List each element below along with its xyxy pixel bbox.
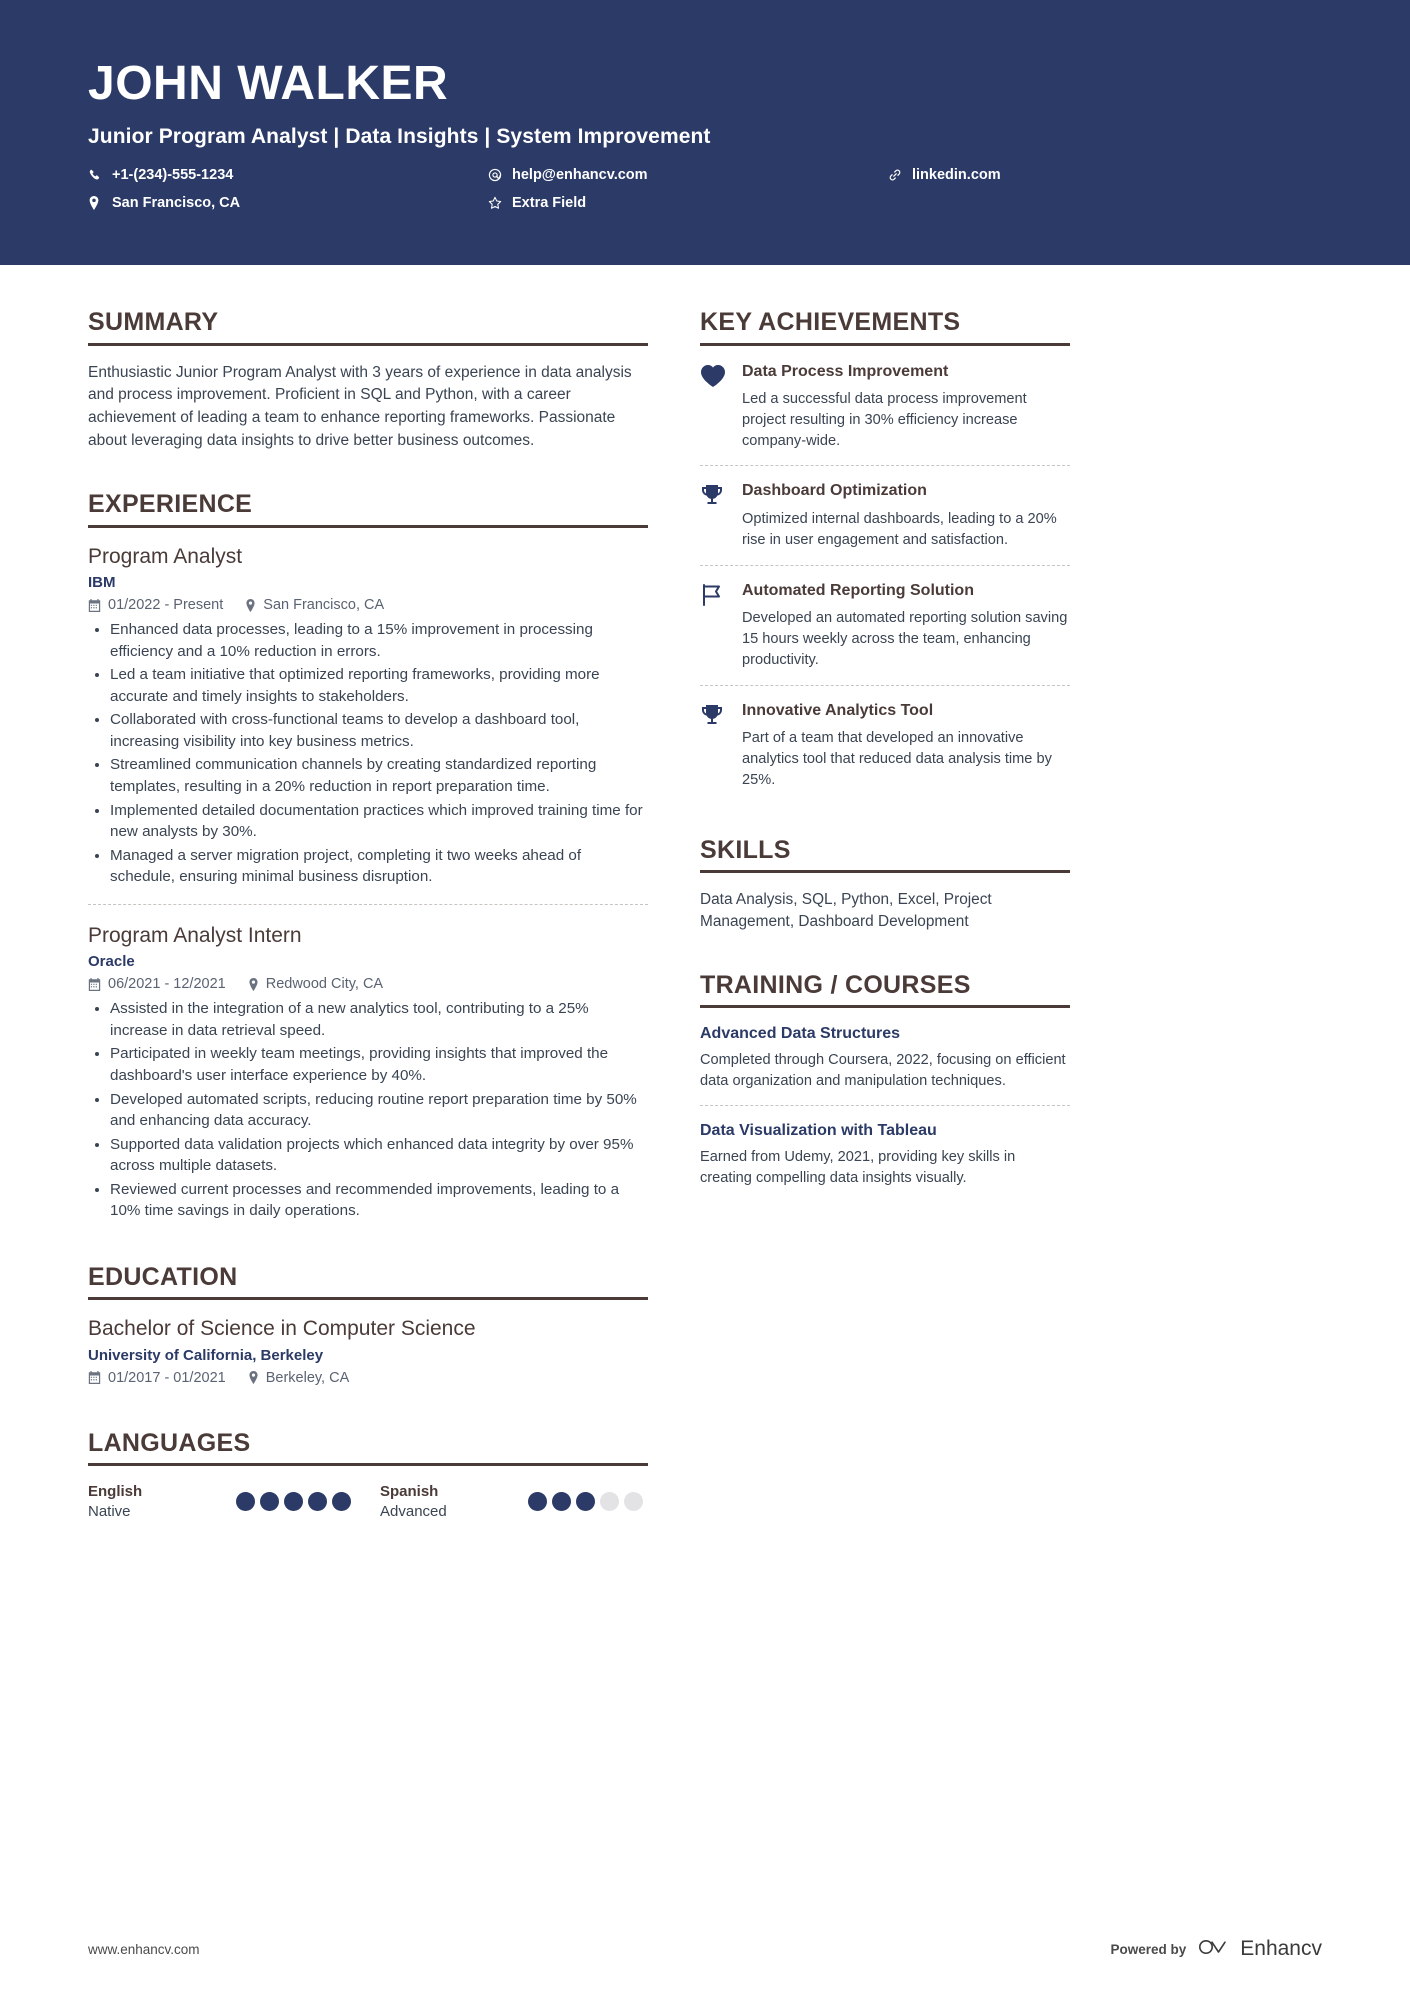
- job-bullets: [88, 998, 648, 1222]
- list-item: Developed automated scripts, reducing routine report preparation time by 50% and enhancing data accuracy.: [88, 1089, 648, 1132]
- divider: [88, 343, 648, 346]
- education-dates-value: 01/2017 - 01/2021: [108, 1369, 226, 1386]
- list-item: Participated in weekly team meetings, providing insights that improved the dashboard's user interface experience by 40%.: [88, 1043, 648, 1086]
- job-bullets: [88, 619, 648, 888]
- degree-name: Bachelor of Science in Computer Science: [88, 1317, 476, 1341]
- job-location-value: Redwood City, CA: [265, 976, 384, 993]
- phone-icon: [88, 169, 108, 182]
- calendar-icon: [88, 978, 101, 991]
- language-level: Native: [88, 1502, 131, 1520]
- location-icon: [248, 1371, 259, 1384]
- job-location: [245, 597, 384, 613]
- job-dates-value: 01/2022 - Present: [108, 597, 224, 613]
- contact-location-value: San Francisco, CA: [112, 195, 241, 212]
- rating-dot: [236, 1492, 255, 1511]
- section-experience-title: EXPERIENCE: [88, 490, 253, 519]
- language-labels: [88, 1482, 236, 1521]
- rating-dot: [528, 1492, 547, 1511]
- achievement-title: Data Process Improvement: [742, 362, 949, 380]
- section-education-title: EDUCATION: [88, 1262, 238, 1291]
- section-achievements: [700, 309, 1070, 805]
- contact-link-value: linkedin.com: [912, 167, 1001, 184]
- training-item: [700, 1024, 1070, 1105]
- education-dates: [88, 1370, 226, 1386]
- contact-extra[interactable]: [488, 195, 888, 211]
- section-skills-title: SKILLS: [700, 835, 791, 864]
- achievement-desc: Led a successful data process improvement project resulting in 30% efficiency increase company-wide.: [742, 391, 1027, 449]
- job-location: [248, 976, 383, 992]
- training-title: Data Visualization with Tableau: [700, 1122, 937, 1140]
- section-summary-title: SUMMARY: [88, 308, 219, 336]
- education-entry: [88, 1316, 648, 1385]
- section-summary: [88, 309, 648, 453]
- achievement-body: [742, 581, 1070, 671]
- link-icon: [888, 168, 908, 182]
- company-name: Oracle: [88, 953, 135, 971]
- section-training: [700, 972, 1070, 1203]
- rating-dot: [332, 1492, 351, 1511]
- star-icon: [488, 196, 508, 210]
- job-meta: [88, 976, 648, 992]
- skills-text: Data Analysis, SQL, Python, Excel, Project Management, Dashboard Development: [700, 891, 992, 931]
- language-name: Spanish: [380, 1483, 439, 1501]
- language-item-spanish: [380, 1482, 672, 1521]
- school-name: University of California, Berkeley: [88, 1346, 324, 1364]
- headline: Junior Program Analyst | Data Insights | System Improvement: [88, 125, 711, 148]
- list-item: Supported data validation projects which enhanced data integrity by over 95% across multiple datasets.: [88, 1134, 648, 1177]
- contact-location[interactable]: [88, 195, 488, 211]
- achievement-item: [700, 685, 1070, 805]
- divider: [88, 1463, 648, 1466]
- achievement-desc: Part of a team that developed an innovative analytics tool that reduced data analysis time by 25%.: [742, 730, 1052, 788]
- achievement-title: Automated Reporting Solution: [742, 581, 974, 599]
- training-title: Advanced Data Structures: [700, 1025, 901, 1043]
- location-icon: [88, 196, 108, 210]
- spacer: [700, 805, 1070, 837]
- list-item: Managed a server migration project, completing it two weeks ahead of schedule, ensuring minimal business disruption.: [88, 845, 648, 888]
- page-title: JOHN WALKER: [88, 57, 449, 110]
- list-item: Collaborated with cross-functional teams to develop a dashboard tool, increasing visibility into key business metrics.: [88, 709, 648, 752]
- job-location-value: San Francisco, CA: [263, 597, 385, 613]
- language-list: [88, 1482, 648, 1521]
- section-skills: [700, 837, 1070, 934]
- spacer: [88, 1238, 648, 1264]
- job-meta: [88, 597, 648, 613]
- calendar-icon: [88, 1371, 101, 1384]
- contact-list: [88, 167, 1322, 211]
- footer-brand-area: [1110, 1936, 1322, 1963]
- language-rating-english: [236, 1492, 351, 1511]
- list-item: Implemented detailed documentation practices which improved training time for new analysts by 30%.: [88, 800, 648, 843]
- summary-text: Enthusiastic Junior Program Analyst with 3 years of experience in data analysis and process improvement. Proficient in SQL and Python, with a career achievement of leading a team to enhance reporting frameworks. Passionate about leveraging data insights to drive better business outcomes.: [88, 363, 632, 450]
- job-title: Program Analyst: [88, 544, 243, 568]
- enhancv-logo-icon: [1198, 1936, 1232, 1963]
- rating-dot: [260, 1492, 279, 1511]
- spacer: [700, 934, 1070, 972]
- rating-dot: [308, 1492, 327, 1511]
- section-languages: [88, 1430, 648, 1522]
- achievement-body: [742, 701, 1070, 791]
- contact-phone[interactable]: [88, 167, 488, 183]
- job-title: Program Analyst Intern: [88, 923, 302, 947]
- divider: [700, 870, 1070, 873]
- language-name: English: [88, 1483, 143, 1501]
- divider: [88, 1297, 648, 1300]
- location-icon: [245, 599, 256, 612]
- contact-email-value: help@enhancv.com: [512, 167, 648, 184]
- achievement-body: [742, 481, 1070, 550]
- company-name: IBM: [88, 574, 116, 591]
- rating-dot: [284, 1492, 303, 1511]
- email-icon: [488, 168, 508, 182]
- flag-icon: [700, 581, 742, 671]
- language-item-english: [88, 1482, 380, 1521]
- rating-dot: [576, 1492, 595, 1511]
- language-level: Advanced: [380, 1502, 447, 1520]
- resume-footer: [0, 1903, 1410, 1995]
- list-item: Assisted in the integration of a new analytics tool, contributing to a 25% increase in data retrieval speed.: [88, 998, 648, 1041]
- resume-body: [0, 265, 1410, 1521]
- experience-entry: [88, 904, 648, 1238]
- achievement-title: Dashboard Optimization: [742, 482, 927, 500]
- trophy-icon: [700, 481, 742, 550]
- achievement-item: [700, 465, 1070, 564]
- education-location: [248, 1370, 350, 1386]
- contact-extra-value: Extra Field: [512, 195, 587, 212]
- brand-name: Enhancv: [1240, 1937, 1322, 1960]
- job-dates-value: 06/2021 - 12/2021: [108, 976, 226, 993]
- training-desc: Completed through Coursera, 2022, focusing on efficient data organization and manipulation techniques.: [700, 1052, 1066, 1089]
- achievement-item: [700, 565, 1070, 685]
- spacer: [88, 1392, 648, 1430]
- language-rating-spanish: [528, 1492, 643, 1511]
- trophy-icon: [700, 701, 742, 791]
- education-location-value: Berkeley, CA: [265, 1369, 350, 1386]
- job-dates: [88, 976, 226, 992]
- list-item: Reviewed current processes and recommended improvements, leading to a 10% time savings in daily operations.: [88, 1179, 648, 1222]
- brand: [1198, 1936, 1322, 1963]
- list-item: Streamlined communication channels by creating standardized reporting templates, resulting in a 20% reduction in report preparation time.: [88, 754, 648, 797]
- achievement-item: [700, 362, 1070, 466]
- achievement-desc: Optimized internal dashboards, leading to a 20% rise in user engagement and satisfaction.: [742, 511, 1057, 548]
- list-item: Enhanced data processes, leading to a 15% improvement in processing efficiency and a 10% reduction in errors.: [88, 619, 648, 662]
- job-dates: [88, 597, 223, 613]
- achievement-desc: Developed an automated reporting solution saving 15 hours weekly across the team, enhancing productivity.: [742, 610, 1068, 668]
- contact-phone-value: +1-(234)-555-1234: [112, 167, 234, 184]
- achievement-body: [742, 362, 1070, 452]
- experience-entry: [88, 544, 648, 904]
- heart-icon: [700, 362, 742, 452]
- language-labels: [380, 1482, 528, 1521]
- right-column: [700, 309, 1070, 1521]
- left-column: [88, 309, 648, 1521]
- section-training-title: TRAINING / COURSES: [700, 970, 971, 999]
- rating-dot: [552, 1492, 571, 1511]
- contact-email[interactable]: [488, 167, 888, 183]
- rating-dot: [624, 1492, 643, 1511]
- achievement-title: Innovative Analytics Tool: [742, 701, 934, 719]
- training-desc: Earned from Udemy, 2021, providing key skills in creating compelling data insights visually.: [700, 1149, 1016, 1186]
- calendar-icon: [88, 599, 101, 612]
- footer-url[interactable]: www.enhancv.com: [88, 1941, 200, 1957]
- training-item: [700, 1105, 1070, 1202]
- contact-link[interactable]: [888, 167, 1322, 183]
- powered-by-label: Powered by: [1110, 1941, 1187, 1957]
- section-languages-title: LANGUAGES: [88, 1428, 251, 1457]
- education-meta: [88, 1370, 648, 1386]
- section-education: [88, 1264, 648, 1386]
- list-item: Led a team initiative that optimized reporting frameworks, providing more accurate and timely insights to stakeholders.: [88, 664, 648, 707]
- spacer: [88, 453, 648, 491]
- section-experience: [88, 491, 648, 1238]
- rating-dot: [600, 1492, 619, 1511]
- location-icon: [248, 978, 259, 991]
- resume-header: [0, 0, 1410, 265]
- divider: [700, 1005, 1070, 1008]
- divider: [88, 525, 648, 528]
- divider: [700, 343, 1070, 346]
- section-achievements-title: KEY ACHIEVEMENTS: [700, 308, 961, 336]
